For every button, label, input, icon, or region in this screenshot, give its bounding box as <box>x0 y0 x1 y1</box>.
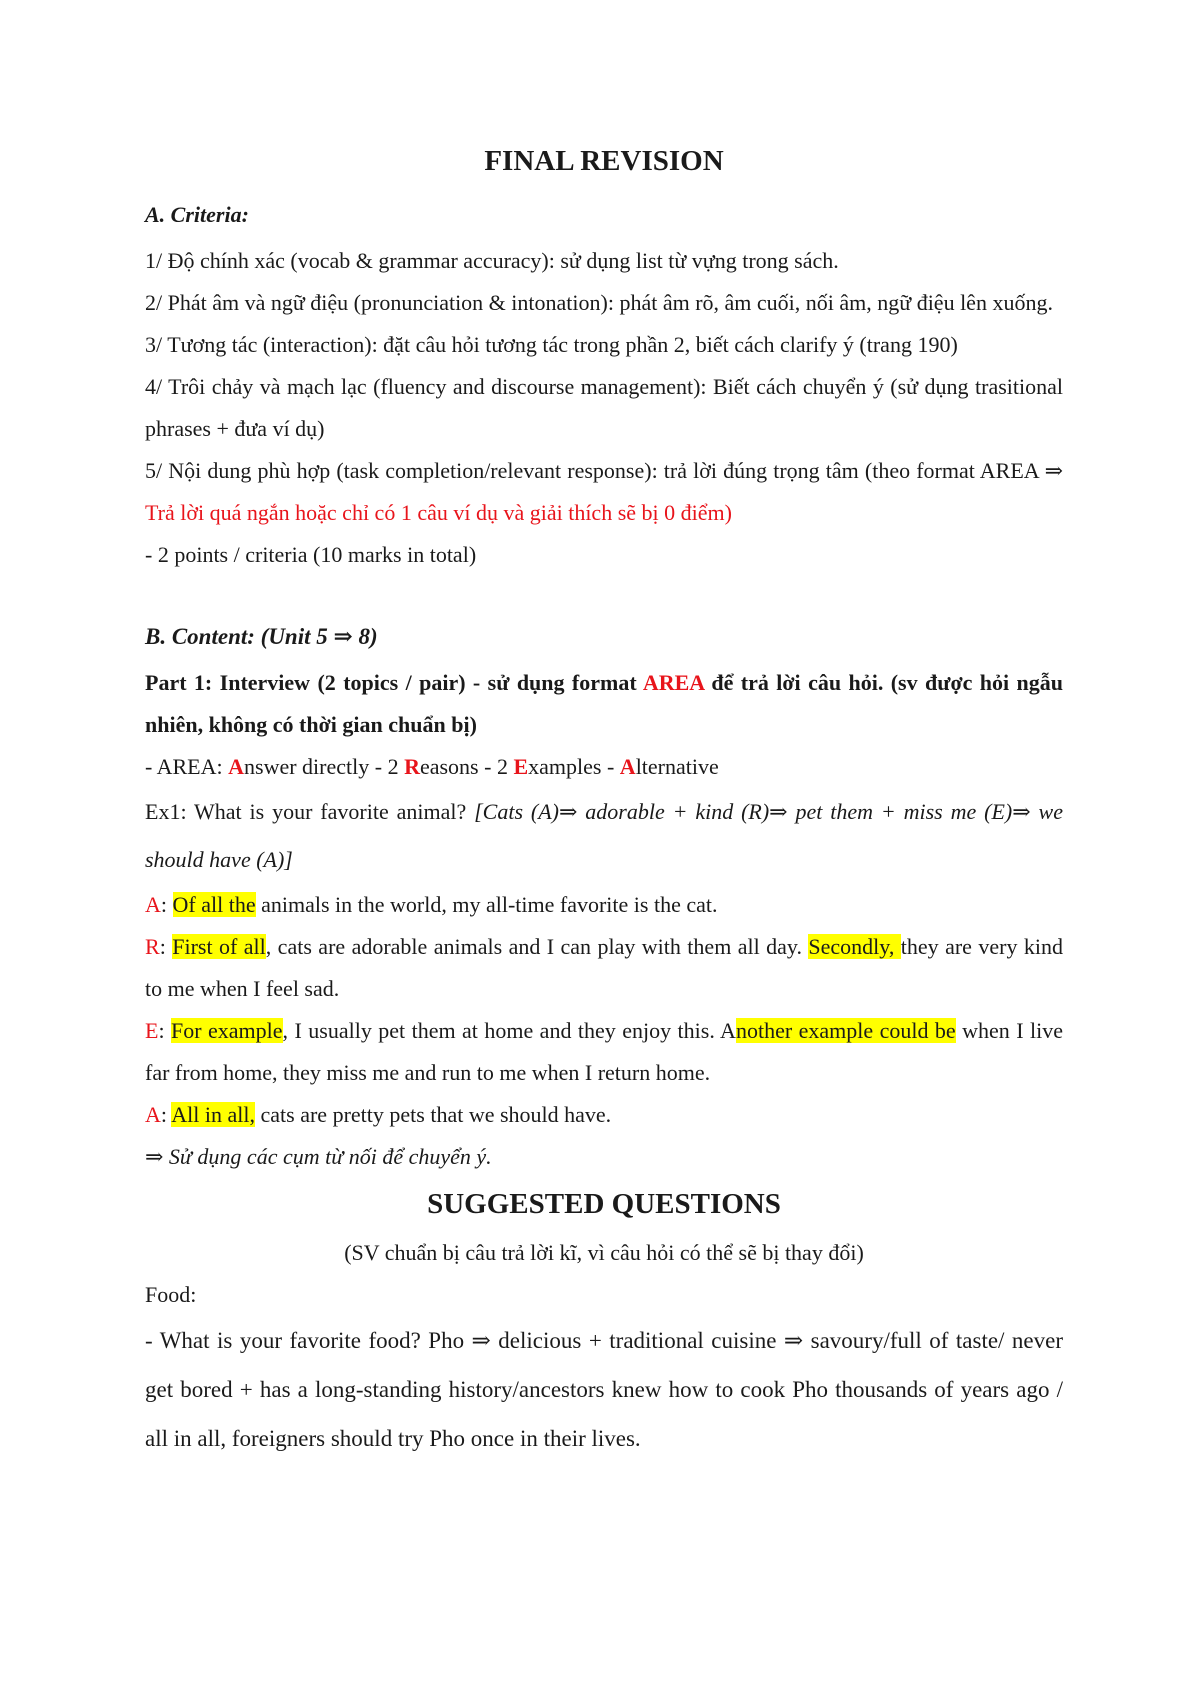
spacer <box>145 576 1063 622</box>
answer-label: R <box>145 934 160 959</box>
area-prefix: - AREA: <box>145 754 229 779</box>
area-letter-r: R <box>404 754 420 779</box>
example-1 <box>145 788 1063 884</box>
food-label: Food: <box>145 1282 197 1307</box>
answer-text: when I live far from home, they miss me and run to me when I return home. <box>145 1018 1063 1085</box>
criterion-2: 2/ Phát âm và ngữ điệu (pronunciation & intonation): phát âm rõ, âm cuối, nối âm, ngữ điệu lên xuống. <box>145 290 1053 315</box>
part1-heading <box>145 662 1063 746</box>
criterion-5-text: 5/ Nội dung phù hợp (task completion/relevant response): trả lời đúng trọng tâm (theo format AREA <box>145 458 1045 483</box>
answer-a1 <box>145 884 1063 926</box>
criterion-5-warning: Trả lời quá ngắn hoặc chỉ có 1 câu ví dụ và giải thích sẽ bị 0 điểm) <box>145 500 732 525</box>
criterion-3: 3/ Tương tác (interaction): đặt câu hỏi tương tác trong phần 2, biết cách clarify ý (trang 190) <box>145 332 958 357</box>
area-text-4: lternative <box>635 754 719 779</box>
transition-note: ⇒ Sử dụng các cụm từ nối để chuyển ý. <box>145 1144 492 1169</box>
part1-text-a: Part 1: Interview (2 topics / pair) - sử dụng format <box>145 670 643 695</box>
highlight: First of all <box>172 934 266 959</box>
suggested-heading: SUGGESTED QUESTIONS <box>427 1188 781 1220</box>
colon: : <box>160 1102 172 1127</box>
highlight: nother example could be <box>735 1018 956 1043</box>
answer-label: A <box>145 892 161 917</box>
part1-text-b: để trả lời câu hỏi. (sv được hỏi ngẫu nhiên, không có thời gian chuẩn bị) <box>145 670 1063 737</box>
area-text-2: easons - 2 <box>419 754 514 779</box>
criterion-1: 1/ Độ chính xác (vocab & grammar accuracy): sử dụng list từ vựng trong sách. <box>145 248 839 273</box>
example-question: Ex1: What is your favorite animal? <box>145 799 475 824</box>
document-page <box>145 140 1063 1463</box>
area-definition <box>145 746 1063 788</box>
points-note: - 2 points / criteria (10 marks in total) <box>145 542 477 567</box>
food-question: - What is your favorite food? Pho ⇒ delicious + traditional cuisine ⇒ savoury/full of taste/ never get bored + has a long-standing history/ancestors knew how to cook Pho thousands of years ago / all in all, foreigners should try Pho once in their lives. <box>145 1328 1063 1451</box>
page-title: FINAL REVISION <box>484 145 724 177</box>
answer-label: A <box>145 1102 161 1127</box>
criteria-heading: A. Criteria: <box>145 202 249 227</box>
area-text-1: nswer directly - 2 <box>244 754 405 779</box>
answer-r <box>145 926 1063 1010</box>
colon: : <box>160 892 173 917</box>
criterion-5 <box>145 450 1063 534</box>
answer-text: cats are pretty pets that we should have. <box>255 1102 612 1127</box>
criterion-4: 4/ Trôi chảy và mạch lạc (fluency and discourse management): Biết cách chuyển ý (sử dụng trasitional phrases + đưa ví dụ) <box>145 374 1063 441</box>
colon: : <box>159 934 173 959</box>
colon: : <box>158 1018 172 1043</box>
area-text-3: xamples - <box>528 754 620 779</box>
answer-text: they are very kind to me when I feel sad. <box>145 934 1063 1001</box>
part1-area: AREA <box>642 670 704 695</box>
arrow-icon: ⇒ <box>1044 458 1063 483</box>
highlight: Secondly, <box>808 934 901 959</box>
answer-label: E <box>145 1018 159 1043</box>
example-outline: [Cats (A)⇒ adorable + kind (R)⇒ pet them + miss me (E)⇒ we should have (A)] <box>145 799 1063 872</box>
answer-a2 <box>145 1094 1063 1136</box>
answer-text: , cats are adorable animals and I can play with them all day. <box>265 934 809 959</box>
answer-e <box>145 1010 1063 1094</box>
answer-text: , I usually pet them at home and they enjoy this. A <box>282 1018 736 1043</box>
highlight: Of all the <box>172 892 256 917</box>
content-heading: B. Content: (Unit 5 ⇒ 8) <box>145 624 378 649</box>
area-letter-a2: A <box>619 754 636 779</box>
suggested-subtitle: (SV chuẩn bị câu trả lời kĩ, vì câu hỏi có thể sẽ bị thay đổi) <box>344 1240 864 1265</box>
area-letter-e: E <box>513 754 529 779</box>
highlight: For example <box>171 1018 283 1043</box>
area-letter-a: A <box>228 754 245 779</box>
highlight: All in all, <box>171 1102 256 1127</box>
answer-text: animals in the world, my all-time favorite is the cat. <box>255 892 718 917</box>
